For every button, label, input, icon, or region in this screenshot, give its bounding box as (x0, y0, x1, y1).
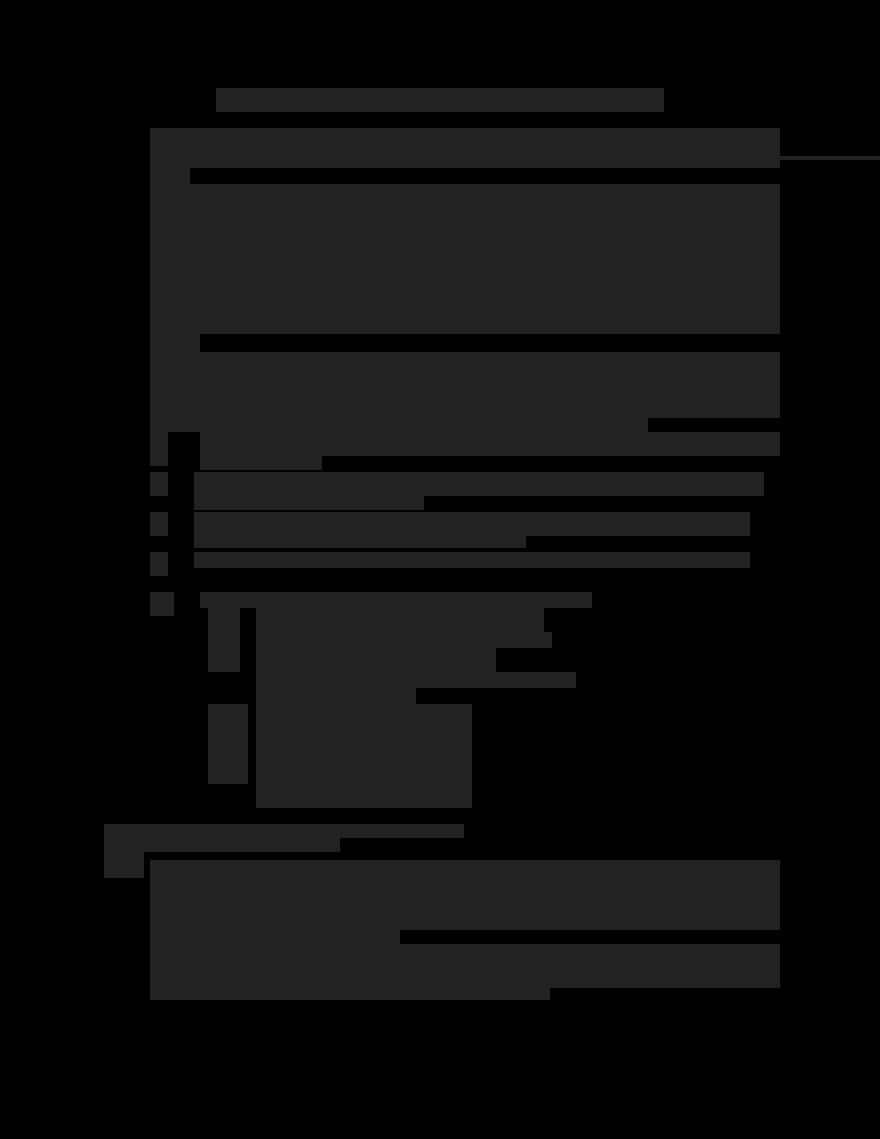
redacted-intro-line (150, 128, 780, 156)
redacted-sublist-marker (208, 704, 248, 784)
redacted-intro-line (150, 160, 780, 168)
redacted-list-item-line (194, 512, 750, 536)
redacted-sublist-line (256, 688, 416, 704)
redacted-list-marker (150, 512, 168, 536)
redacted-list-marker (150, 592, 174, 616)
redacted-closing-line (150, 988, 550, 1000)
redacted-closing-line (104, 852, 144, 878)
redacted-list-item-line (200, 592, 592, 608)
redacted-sublist-line (256, 608, 544, 632)
redacted-list-marker (150, 432, 168, 466)
redacted-section-heading (104, 824, 464, 838)
redacted-list-item-line (200, 456, 322, 470)
redacted-section-heading (104, 838, 340, 852)
redacted-intro-line (150, 168, 190, 184)
redacted-intro-line (150, 352, 780, 418)
redacted-title (216, 88, 664, 112)
redacted-list-item-line (200, 432, 780, 456)
redacted-list-item-line (194, 496, 424, 510)
redacted-sublist-line (256, 672, 576, 688)
redacted-closing-line (150, 944, 780, 988)
redacted-closing-line (150, 930, 400, 944)
redacted-list-item-line (194, 472, 764, 496)
redacted-sublist-line (256, 648, 496, 672)
redacted-list-item-line (194, 552, 750, 568)
redacted-sublist-marker (208, 608, 240, 672)
redacted-list-item-line (194, 536, 526, 548)
redacted-closing-line (150, 860, 780, 930)
redacted-intro-line (150, 418, 648, 432)
redacted-sublist-line (256, 704, 472, 808)
redacted-intro-line (150, 184, 780, 334)
redacted-list-marker (150, 472, 168, 496)
redacted-sublist-line (256, 632, 552, 648)
redacted-intro-line (150, 334, 200, 352)
redacted-list-marker (150, 552, 168, 576)
